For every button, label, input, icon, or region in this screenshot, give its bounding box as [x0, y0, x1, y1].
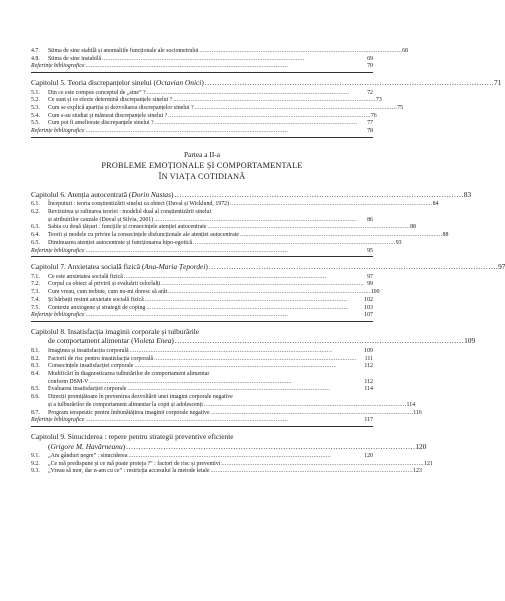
- chapter-title: Capitolul 6. Atenția autocentrată (: [31, 189, 132, 199]
- entry-title: Modificări în diagnosticarea tulburărilor de comportament alimentar: [48, 371, 210, 378]
- dot-leader: [205, 78, 493, 88]
- toc-entry[interactable]: [31, 394, 373, 402]
- page-number: 120: [364, 453, 373, 459]
- dot-leader: [147, 90, 366, 98]
- chapter-author: Violeta Enea: [133, 336, 172, 346]
- section-number: 8.7.: [31, 409, 40, 416]
- toc-entry[interactable]: [31, 401, 416, 410]
- dot-leader: [89, 379, 363, 387]
- page-number: 112: [364, 363, 373, 370]
- section-number: 9.1.: [31, 453, 40, 459]
- entry-title: Teorii și modele cu privire la consecințele disfuncționale ale atenției autocentrate: [48, 232, 239, 239]
- entry-title: Corpul ca obiect al privirii și evaluării celorlalți: [48, 281, 161, 288]
- page-number: 69: [367, 55, 373, 62]
- page-number: 111: [364, 355, 373, 362]
- entry-title: conform DSM-V: [48, 378, 89, 385]
- section-number: 5.5.: [31, 120, 40, 127]
- entry-title: „Am gânduri negre” : sinuciderea: [48, 453, 128, 459]
- dot-leader: [200, 48, 402, 56]
- dot-leader: [86, 63, 367, 71]
- page-number: 112: [364, 378, 373, 385]
- chapter-8-heading[interactable]: [31, 326, 476, 346]
- page-number: 86: [367, 216, 373, 223]
- dot-leader: [168, 113, 370, 121]
- entry-title: Evaluarea insatisfacției corporale: [48, 386, 127, 393]
- toc-entry[interactable]: [31, 239, 402, 248]
- dot-leader: [161, 281, 366, 289]
- dot-leader: [168, 289, 370, 297]
- entry-title: Referințe bibliografice: [31, 63, 85, 70]
- entry-title: Direcții promițătoare în prevenirea dezvoltării unei imagini corporale negative: [48, 394, 233, 401]
- dot-leader: [86, 248, 367, 256]
- entry-title: și a tulburărilor de comportament alimentar la copii și adolescenți: [48, 401, 203, 408]
- toc-entry[interactable]: [31, 97, 382, 105]
- entry-title: Și bărbații resimt anxietate socială fizică: [48, 296, 144, 303]
- chapter-title-line-2: de comportament alimentar (: [48, 336, 134, 346]
- chapter-title: Capitolul 5. Teoria discrepanțelor sinelui (: [31, 78, 156, 88]
- toc-entry[interactable]: [31, 281, 373, 289]
- entry-title: Ce este anxietatea socială fizică: [48, 273, 123, 280]
- page-number: 68: [402, 48, 408, 54]
- entry-title: Sabia cu două tăișuri : funcțiile și consecințele atenției autocentrate: [48, 224, 207, 231]
- section-number: 7.2.: [31, 281, 40, 288]
- section-number: 8.6.: [31, 394, 40, 401]
- dot-leader: [174, 190, 462, 200]
- part-title: [31, 160, 373, 182]
- entry-title: Cum se explică apariția și dezvoltarea discrepanțelor sinelui ?: [48, 105, 194, 112]
- page-number: 78: [367, 128, 373, 135]
- toc-section-chapter-8: [31, 347, 422, 427]
- toc-entry[interactable]: [31, 297, 373, 305]
- entry-title: Consecințele insatisfacției corporale: [48, 363, 134, 370]
- page-number: 97: [498, 262, 505, 272]
- chapter-author: Ana-Maria Țepordei: [144, 262, 206, 272]
- toc-section-chapter-6: [31, 201, 449, 257]
- entry-title: Revizuirea și rafinarea teoriei : modelul dual al conștientizării sinelui: [48, 209, 212, 216]
- toc-entry[interactable]: [31, 453, 373, 461]
- toc-entry[interactable]: [31, 105, 404, 113]
- section-number: 8.3.: [31, 363, 40, 370]
- entry-title: Începuturi : teoria conștientizării sinelui ca obiect (Duval și Wicklund, 1972): [48, 201, 230, 208]
- page-number: 120: [415, 441, 427, 451]
- page-number: 72: [367, 89, 373, 96]
- dot-leader: [129, 453, 364, 461]
- page-number: 99: [367, 281, 373, 288]
- chapter-9-heading[interactable]: [31, 432, 427, 451]
- page-number: 123: [413, 468, 422, 475]
- page-number: 117: [364, 417, 373, 424]
- section-number: 4.8.: [31, 55, 40, 62]
- dot-leader: [126, 442, 414, 452]
- paren-close: ): [171, 189, 174, 199]
- dot-leader: [146, 305, 363, 313]
- page-number: 95: [367, 247, 373, 254]
- toc-entry[interactable]: [31, 386, 373, 394]
- section-number: 6.4.: [31, 232, 40, 239]
- dot-leader: [211, 410, 413, 418]
- chapter-6-heading[interactable]: [31, 189, 472, 200]
- page-number: 107: [364, 312, 373, 319]
- dot-leader: [209, 262, 497, 272]
- entry-title: Cum pot fi ameliorate discrepanțele sinelui ?: [48, 120, 154, 127]
- section-number: 5.2.: [31, 97, 40, 104]
- section-number: 6.2.: [31, 209, 40, 216]
- entry-title: Stima de sine stabilă și anomaliile funcționale ale sociometrului: [48, 48, 199, 54]
- toc-entry[interactable]: [31, 460, 433, 469]
- toc-entry[interactable]: [31, 224, 416, 232]
- section-number: 4.7.: [31, 48, 40, 54]
- dot-leader: [208, 224, 410, 232]
- toc-section-chapter-4-tail: [31, 48, 408, 73]
- page-number: 88: [442, 232, 449, 239]
- chapter-author: Grigore M. Havârneanu: [50, 441, 123, 451]
- dot-leader: [240, 232, 442, 240]
- section-number: 8.5.: [31, 386, 40, 393]
- page-number: 116: [413, 409, 422, 416]
- section-number: 9.3.: [31, 468, 40, 475]
- section-number: 7.1.: [31, 273, 40, 280]
- chapter-title-line-1: Capitolul 8. Insatisfacția imaginii corporale și tulburările: [31, 326, 200, 336]
- entry-title: „Ce mă predispune și ce mă poate proteja ?” : factori de risc și preventivi: [48, 460, 221, 467]
- section-number: 8.1.: [31, 347, 40, 354]
- entry-title: Din ce este compus conceptul de „sine” ?: [48, 89, 146, 96]
- page-number: 70: [367, 63, 373, 70]
- toc-entry[interactable]: [31, 120, 373, 128]
- references-entry[interactable]: [31, 63, 373, 73]
- dot-leader: [210, 468, 412, 476]
- dot-leader: [86, 312, 364, 320]
- chapter-author: Dorin Nastas: [131, 189, 171, 199]
- toc-entry[interactable]: [31, 468, 422, 476]
- page-number: 75: [397, 105, 404, 112]
- toc-entry[interactable]: [31, 371, 373, 379]
- section-number: 6.3.: [31, 224, 40, 231]
- page-number: 121: [424, 460, 433, 467]
- toc-entry[interactable]: [31, 289, 380, 297]
- section-number: 5.4.: [31, 112, 40, 119]
- entry-title: Cum s-au studiat și măsurat discrepanțele sinelui ?: [48, 112, 168, 119]
- dot-leader: [173, 97, 375, 105]
- references-entry[interactable]: [31, 417, 373, 427]
- entry-title: Program terapeutic pentru îmbunătățirea imaginii corporale negative: [48, 409, 210, 416]
- part-label: Partea a II-a: [183, 149, 221, 159]
- page-number: 100: [370, 289, 380, 296]
- section-number: 9.2.: [31, 460, 40, 467]
- dot-leader: [128, 386, 364, 394]
- section-number: 5.1.: [31, 89, 40, 96]
- entry-title: Referințe bibliografice: [31, 417, 85, 424]
- page-number: 103: [364, 304, 373, 311]
- page-number: 109: [464, 336, 476, 346]
- toc-entry[interactable]: [31, 232, 449, 240]
- entry-title: Stima de sine instabilă: [48, 55, 102, 62]
- references-entry[interactable]: [31, 248, 373, 258]
- section-number: 7.4.: [31, 296, 40, 303]
- dot-leader: [155, 120, 366, 128]
- dot-leader: [175, 336, 463, 346]
- toc-section-chapter-9: [31, 453, 433, 476]
- section-number: 6.5.: [31, 239, 40, 246]
- entry-title: „Vreau să mor, dar n-am cu ce” : restricția accesului la metode letale: [48, 468, 210, 475]
- entry-title: Imaginea și insatisfacția corporală: [48, 347, 129, 354]
- page-number: 84: [432, 201, 439, 208]
- page-number: 93: [395, 239, 402, 246]
- toc-entry[interactable]: [31, 348, 373, 356]
- entry-title: Factorii de risc pentru insatisfacția corporală: [48, 355, 154, 362]
- section-number: 5.3.: [31, 105, 40, 112]
- entry-title: Cum vreau, cum trebuie, cum nu-mi doresc să arăt: [48, 289, 168, 296]
- toc-entry[interactable]: [31, 48, 408, 56]
- entry-title: și atribuirilor cauzale (Duval și Silvia, 2001): [48, 216, 154, 223]
- page-number: 114: [364, 386, 373, 393]
- paren-close: ): [122, 441, 126, 451]
- toc-entry[interactable]: [31, 209, 373, 217]
- entry-title: Referințe bibliografice: [31, 128, 85, 135]
- table-of-contents: [31, 48, 505, 476]
- part-title-line-1: PROBLEME EMOȚIONALE ȘI COMPORTAMENTALE: [101, 160, 303, 170]
- dot-leader: [86, 128, 367, 136]
- paren-open: (: [48, 441, 51, 451]
- dot-leader: [130, 348, 364, 356]
- dot-leader: [230, 201, 432, 209]
- dot-leader: [145, 297, 363, 305]
- page-number: 114: [406, 401, 416, 408]
- chapter-author: Octavian Onici: [155, 78, 202, 88]
- chapter-5-heading[interactable]: [31, 78, 502, 88]
- section-number: 7.3.: [31, 289, 40, 296]
- toc-entry[interactable]: [31, 363, 373, 371]
- page-number: 71: [494, 78, 502, 88]
- paren-close: ): [171, 336, 174, 346]
- dot-leader: [102, 56, 366, 64]
- page-number: 83: [463, 189, 472, 199]
- page-number: 77: [367, 120, 373, 127]
- section-number: 6.1.: [31, 201, 40, 208]
- paren-close: ): [205, 262, 208, 272]
- section-number: 8.2.: [31, 355, 40, 362]
- page-number: 73: [375, 97, 382, 104]
- dot-leader: [195, 105, 397, 113]
- section-number: 7.5.: [31, 304, 40, 311]
- toc-section-chapter-5: [31, 89, 404, 138]
- dot-leader: [154, 356, 363, 364]
- page-number: 109: [364, 347, 373, 354]
- dot-leader: [193, 240, 395, 248]
- page-number: 76: [370, 112, 377, 119]
- dot-leader: [134, 363, 363, 371]
- toc-entry[interactable]: [31, 201, 439, 209]
- dot-leader: [86, 417, 364, 425]
- toc-entry[interactable]: [31, 274, 373, 282]
- chapter-title: Capitolul 7. Anxietatea socială fizică (: [31, 262, 145, 272]
- references-entry[interactable]: [31, 128, 373, 138]
- toc-section-chapter-7: [31, 273, 380, 322]
- page-number: 88: [410, 224, 416, 231]
- entry-title: Contexte anxiogene și strategii de coping: [48, 304, 146, 311]
- dot-leader: [221, 461, 423, 469]
- page-number: 102: [364, 296, 373, 303]
- paren-close: ): [201, 78, 204, 88]
- entry-title: Referințe bibliografice: [31, 312, 85, 319]
- references-entry[interactable]: [31, 312, 373, 322]
- page-number: 97: [367, 273, 373, 280]
- dot-leader: [124, 274, 366, 282]
- entry-title: Referințe bibliografice: [31, 247, 85, 254]
- chapter-title-line-1: Capitolul 9. Sinuciderea : repere pentru strategii preventive eficiente: [31, 432, 234, 441]
- section-number: 8.4.: [31, 371, 40, 378]
- part-title-line-2: ÎN VIAȚA COTIDIANĂ: [158, 171, 246, 181]
- chapter-7-heading[interactable]: [31, 262, 505, 272]
- entry-title: Diminuarea atenției autocentrate și funcționarea hipo-egotică: [48, 239, 193, 246]
- entry-title: Ce sunt și ce efecte determină discrepanțele sinelui ?: [48, 97, 173, 104]
- dot-leader: [204, 402, 406, 410]
